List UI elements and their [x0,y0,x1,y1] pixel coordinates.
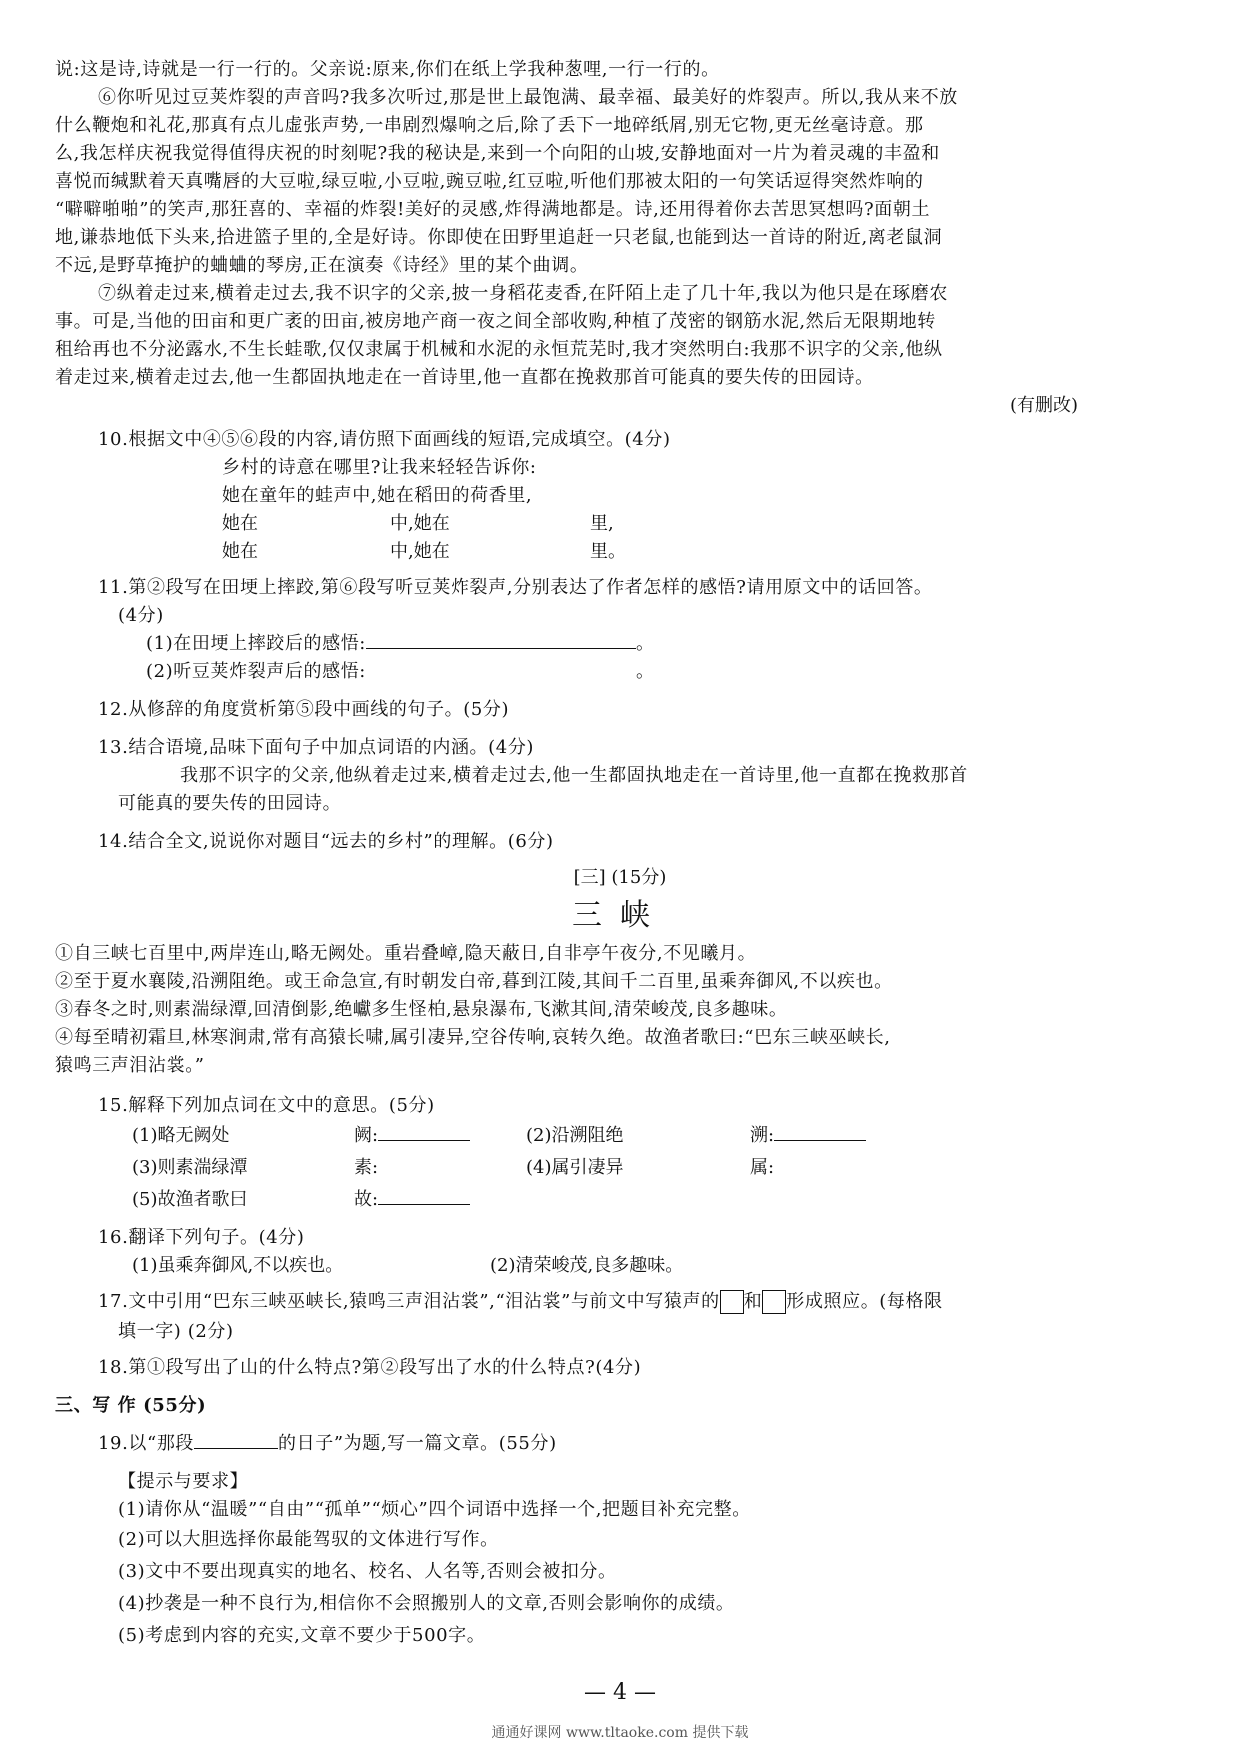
answer-blank[interactable] [378,1186,470,1205]
question-14: 14.结合全文,说说你对题目“远去的乡村”的理解。(6分) [98,831,554,852]
q10-example-line: 乡村的诗意在哪里?让我来轻轻告诉你: [222,457,537,478]
passage-line: ①自三峡七百里中,两岸连山,略无阙处。重岩叠嶂,隐天蔽日,自非亭午夜分,不见曦月。 [55,943,757,964]
q17-text-c: 形成照应。(每格限 [786,1291,943,1312]
answer-blank[interactable] [378,1122,470,1141]
passage-line: 什么鞭炮和礼花,那真有点儿虚张声势,一串剧烈爆响之后,除了丢下一地碎纸屑,别无它物,更无丝毫诗意。那 [55,115,924,136]
passage-line: 事。可是,当他的田亩和更广袤的田亩,被房地产商一夜之间全部收购,种植了茂密的钢筋水泥,然后无限期地转 [55,311,936,332]
q11-sub-2-label: (2)听豆荚炸裂声后的感悟: [146,661,366,682]
q15-word-label: 溯: [750,1125,775,1146]
question-13-stem: 13.结合语境,品味下面句子中加点词语的内涵。(4分) [98,737,535,758]
q15-word-label: 阙: [354,1125,379,1146]
q17-text-a: 17.文中引用“巴东三峡巫峡长,猿鸣三声泪沾裳”,“泪沾裳”与前文中写猿声的 [98,1291,720,1312]
passage-line: 说:这是诗,诗就是一行一行的。父亲说:原来,你们在纸上学我种葱哩,一行一行的。 [55,59,720,80]
answer-box[interactable] [720,1290,744,1314]
q19-text-b: 的日子”为题,写一篇文章。(55分) [278,1433,557,1454]
passage-title: 三峡 [572,898,668,933]
question-12: 12.从修辞的角度赏析第⑤段中画线的句子。(5分) [98,699,510,720]
passage-line: ②至于夏水襄陵,沿溯阻绝。或王命急宣,有时朝发白帝,暮到江陵,其间千二百里,虽乘奔御风,不以疾也。 [55,971,893,992]
period: 。 [635,661,655,682]
passage-line: ③春冬之时,则素湍绿潭,回清倒影,绝巘多生怪柏,悬泉瀑布,飞漱其间,清荣峻茂,良多趣味。 [55,999,788,1020]
writing-requirement: (4)抄袭是一种不良行为,相信你不会照搬别人的文章,否则会影响你的成绩。 [118,1593,735,1614]
writing-requirement: (3)文中不要出现真实的地名、校名、人名等,否则会被扣分。 [118,1561,617,1582]
question-10-stem: 10.根据文中④⑤⑥段的内容,请仿照下面画线的短语,完成填空。(4分) [98,429,671,450]
q10-example-line: 她在童年的蛙声中,她在稻田的荷香里, [222,485,533,506]
q15-item: (4)属引凄异 [526,1157,624,1178]
question-17 [98,1288,943,1316]
passage-line: 地,谦恭地低下头来,拾进篮子里的,全是好诗。你即使在田野里追赶一只老鼠,也能到达一首诗的附近,离老鼠洞 [55,227,943,248]
q17-text-b: 和 [743,1291,763,1312]
passage-line: ⑦纵着走过来,横着走过去,我不识字的父亲,披一身稻花麦香,在阡陌上走了几十年,我以为他只是在琢磨农 [98,283,949,304]
q11-sub-1 [146,630,655,658]
question-15-stem: 15.解释下列加点词在文中的意思。(5分) [98,1095,435,1116]
question-19 [98,1430,557,1458]
q10-fill-end: 里。 [590,541,626,562]
answer-box[interactable] [762,1290,786,1314]
answer-blank[interactable] [774,1122,866,1141]
writing-section-header: 三、写 作 (55分) [55,1395,207,1416]
writing-requirement: (5)考虑到内容的充实,文章不要少于500字。 [118,1625,486,1646]
question-17-line2: 填一字) (2分) [118,1321,234,1342]
q13-quote-line: 可能真的要失传的田园诗。 [118,793,342,814]
q19-text-a: 19.以“那段 [98,1433,195,1454]
q15-word-2 [750,1122,866,1150]
passage-line: “噼噼啪啪”的笑声,那狂喜的、幸福的炸裂!美好的灵感,炸得满地都是。诗,还用得着你去苦思冥想吗?面朝土 [55,199,931,220]
q10-fill-end: 里, [590,513,614,534]
q10-fill-prefix: 她在 [222,541,258,562]
q15-word-3: 素: [354,1157,379,1178]
q10-fill-prefix: 她在 [222,513,258,534]
page-number: — 4 — [584,1680,656,1705]
q15-item: (5)故渔者歌曰 [132,1189,248,1210]
q15-item: (1)略无阙处 [132,1125,230,1146]
q10-fill-mid: 中,她在 [390,513,450,534]
section-header: [三] (15分) [573,867,667,888]
q15-word-4: 属: [750,1157,775,1178]
answer-blank[interactable] [366,630,636,649]
passage-line: ④每至晴初霜旦,林寒涧肃,常有高猿长啸,属引凄异,空谷传响,哀转久绝。故渔者歌曰:“巴东三峡巫峡长, [55,1027,891,1048]
passage-line: ⑥你听见过豆荚炸裂的声音吗?我多次听过,那是世上最饱满、最幸福、最美好的炸裂声。所以,我从来不放 [98,87,958,108]
q16-sentence-1: (1)虽乘奔御风,不以疾也。 [132,1255,344,1276]
source-note: (有删改) [1010,395,1079,416]
passage-line: 猿鸣三声泪沾裳。” [55,1055,205,1076]
question-11-stem: 11.第②段写在田埂上摔跤,第⑥段写听豆荚炸裂声,分别表达了作者怎样的感悟?请用原文中的话回答。 [98,577,933,598]
question-16-stem: 16.翻译下列句子。(4分) [98,1227,305,1248]
writing-requirement: (2)可以大胆选择你最能驾驭的文体进行写作。 [118,1529,499,1550]
passage-line: 喜悦而缄默着天真嘴唇的大豆啦,绿豆啦,小豆啦,豌豆啦,红豆啦,听他们那被太阳的一句笑话逗得突然炸响的 [55,171,924,192]
passage-line: 么,我怎样庆祝我觉得值得庆祝的时刻呢?我的秘诀是,来到一个向阳的山坡,安静地面对一片为着灵魂的丰盈和 [55,143,940,164]
q16-sentence-2: (2)清荣峻茂,良多趣味。 [490,1255,684,1276]
footer-watermark: 通通好课网 www.tltaoke.com 提供下载 [491,1725,749,1741]
title-blank[interactable] [194,1430,278,1449]
q15-word-5 [354,1186,470,1214]
question-18: 18.第①段写出了山的什么特点?第②段写出了水的什么特点?(4分) [98,1357,642,1378]
q15-item: (2)沿溯阻绝 [526,1125,624,1146]
q11-sub-1-label: (1)在田埂上摔跤后的感悟: [146,633,366,654]
writing-requirement: (1)请你从“温暖”“自由”“孤单”“烦心”四个词语中选择一个,把题目补充完整。 [118,1499,751,1520]
q15-word-label: 故: [354,1189,379,1210]
q10-fill-mid: 中,她在 [390,541,450,562]
passage-line: 不远,是野草掩护的蛐蛐的琴房,正在演奏《诗经》里的某个曲调。 [55,255,589,276]
question-11-points: (4分) [118,605,164,626]
passage-line: 着走过来,横着走过去,他一生都固执地走在一首诗里,他一直都在挽救那首可能真的要失传的田园诗。 [55,367,874,388]
q11-sub-2 [146,658,655,686]
q15-word-1 [354,1122,470,1150]
writing-tips-header: 【提示与要求】 [118,1471,249,1492]
passage-line: 租给再也不分泌露水,不生长蛙歌,仅仅隶属于机械和水泥的永恒荒芜时,我才突然明白:我那不识字的父亲,他纵 [55,339,943,360]
q15-item: (3)则素湍绿潭 [132,1157,248,1178]
period: 。 [635,633,655,654]
q13-quote-line: 我那不识字的父亲,他纵着走过来,横着走过去,他一生都固执地走在一首诗里,他一直都在挽救那首 [180,765,968,786]
